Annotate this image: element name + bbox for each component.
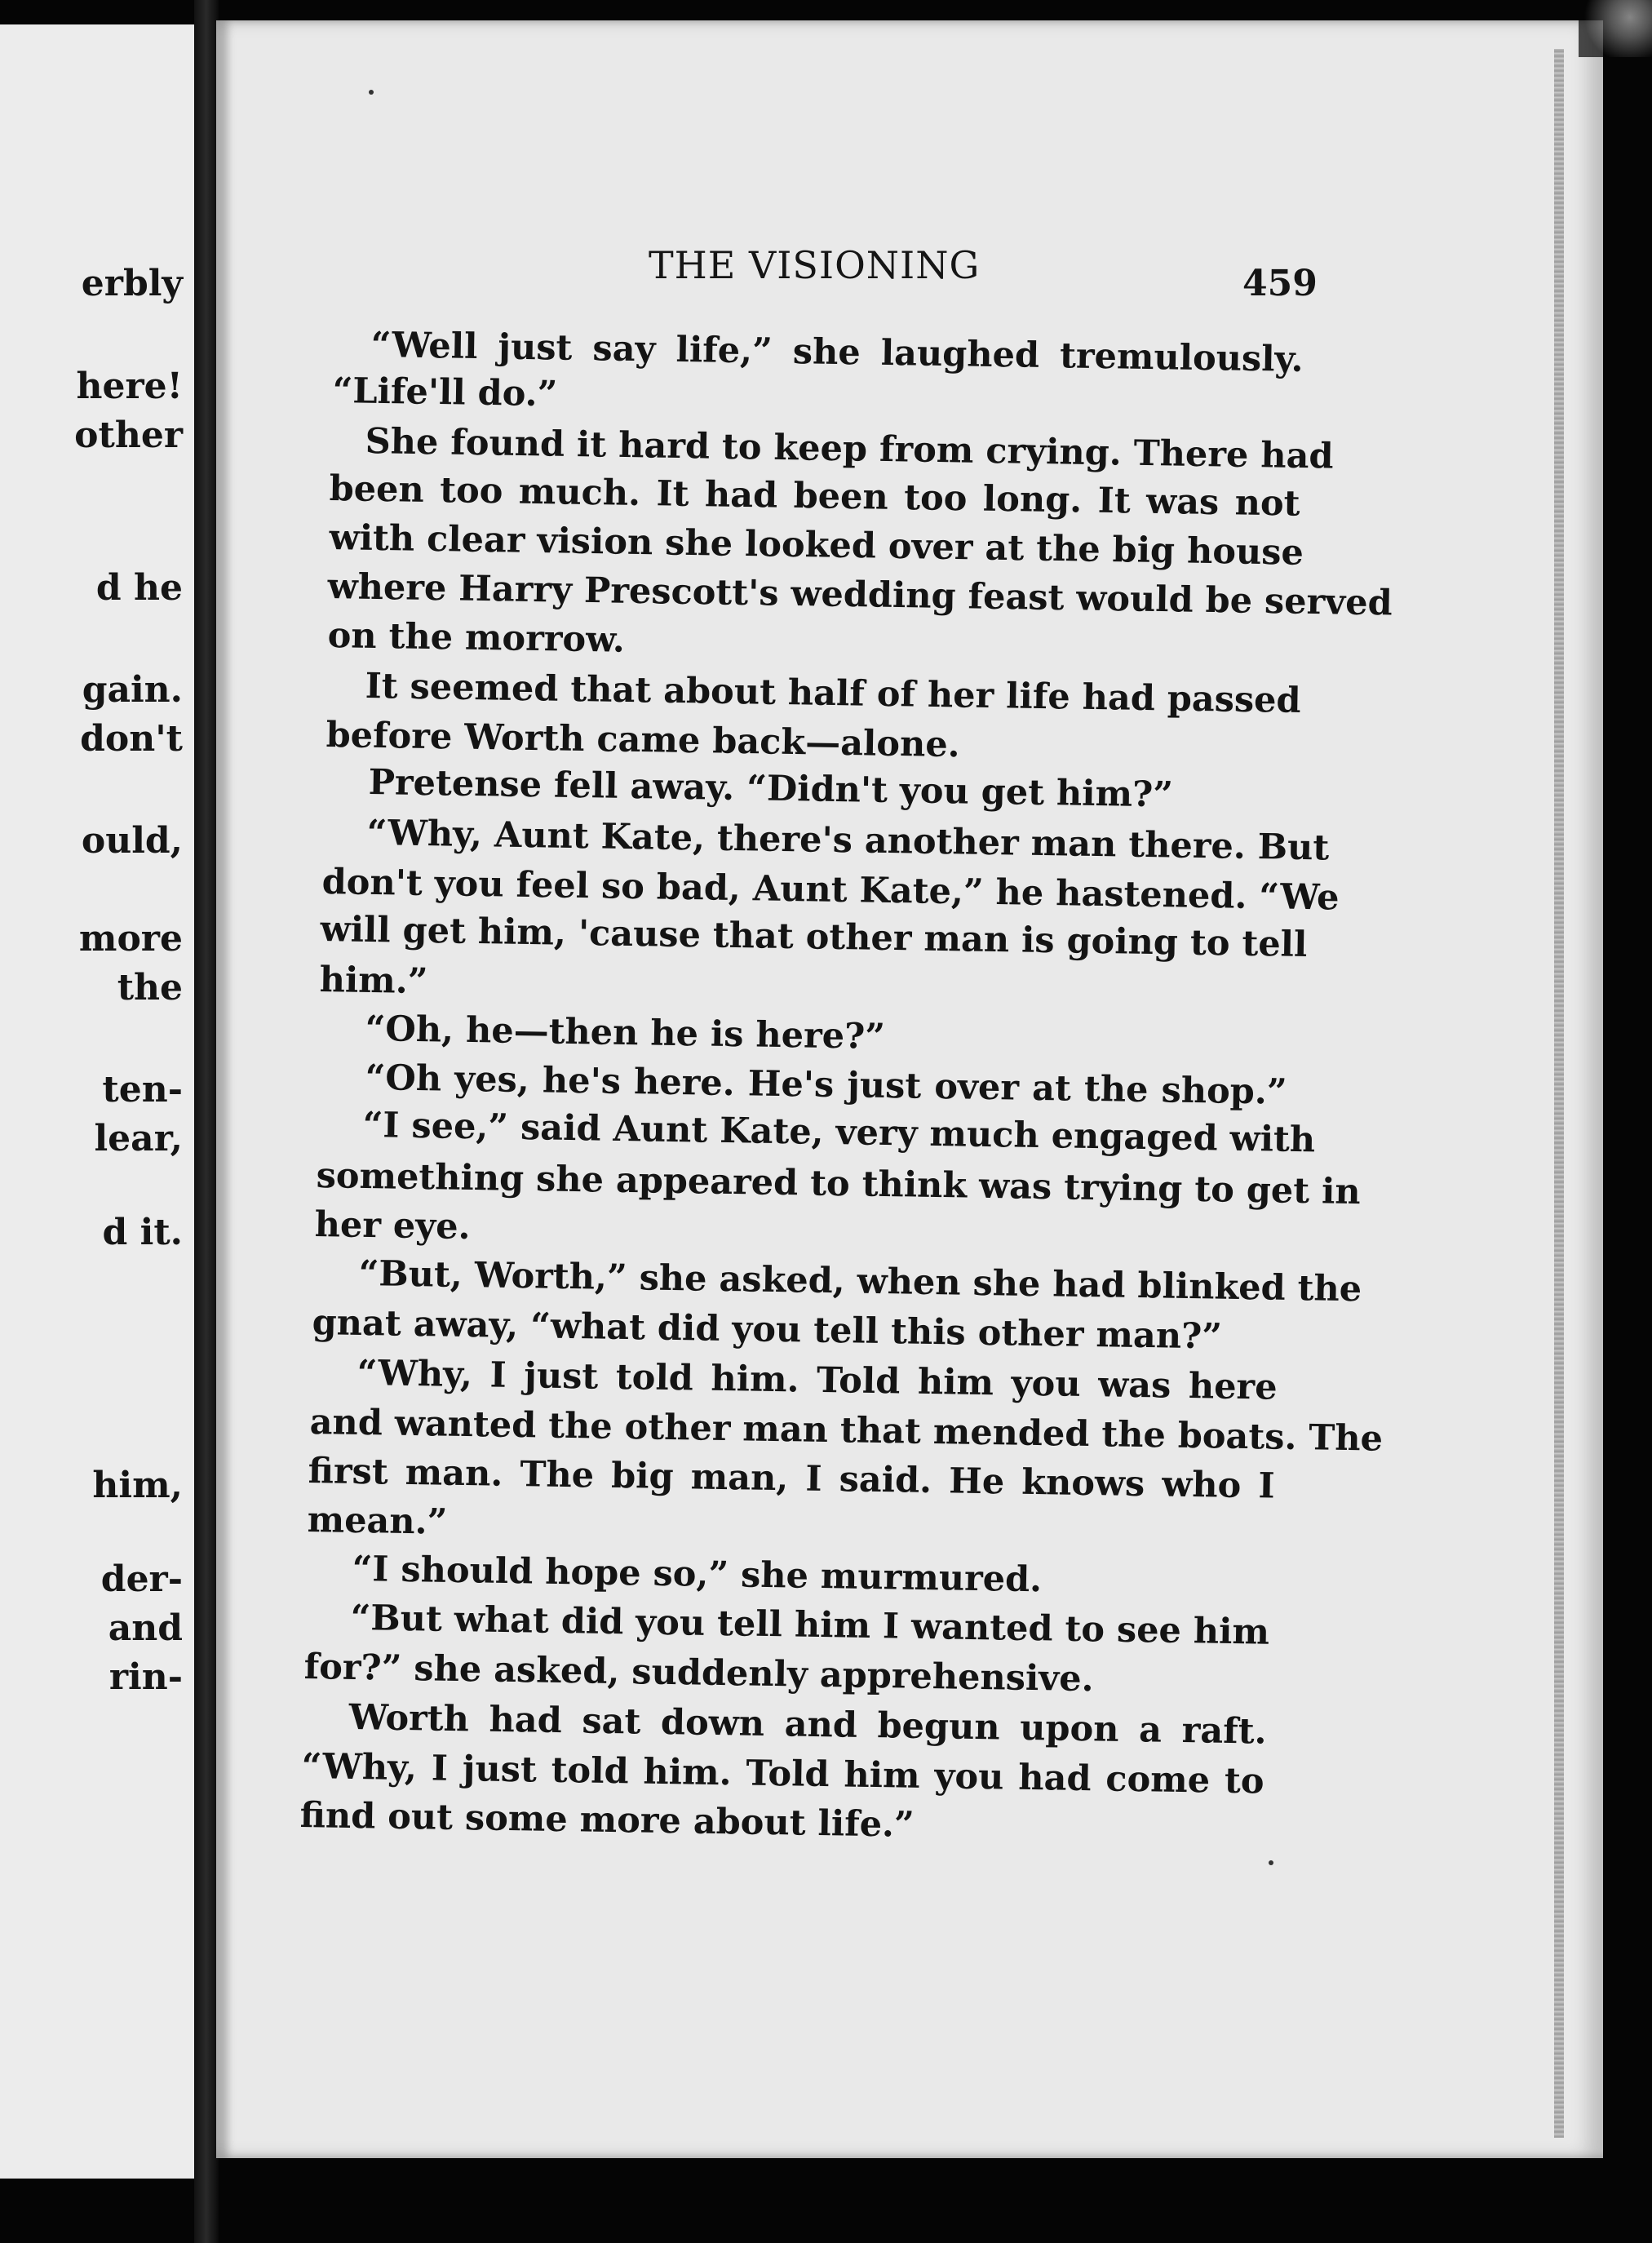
body-line: with clear vision she looked over at the big house <box>329 517 1304 574</box>
scan-corner-artifact <box>1579 0 1652 57</box>
body-line: find out some more about life.” <box>299 1795 915 1846</box>
body-line: “Oh yes, he's here. He's just over at the shop.” <box>365 1057 1287 1113</box>
body-line: “Well just say life,” she laughed tremulously. <box>370 325 1304 380</box>
left-page-line: him, <box>92 1465 183 1506</box>
body-line: mean.” <box>307 1500 448 1543</box>
body-line: and wanted the other man that mended the boats. The <box>309 1402 1384 1460</box>
left-page-line: the <box>117 967 183 1008</box>
left-page-line: ould, <box>81 820 183 862</box>
body-line: Worth had sat down and begun upon a raft. <box>348 1697 1267 1753</box>
body-line: where Harry Prescott's wedding feast would be served <box>327 566 1393 624</box>
left-page-line: der- <box>100 1558 183 1600</box>
body-line: Pretense fell away. “Didn't you get him?” <box>368 762 1174 816</box>
body-line: “Life'll do.” <box>332 370 558 415</box>
body-line: She found it hard to keep from crying. There had <box>365 421 1334 477</box>
page-number: 459 <box>1242 263 1318 304</box>
speck <box>1269 1860 1273 1865</box>
body-line: “Why, I just told him. Told him you had come to <box>301 1746 1264 1802</box>
left-page-line: here! <box>76 366 183 407</box>
left-page-line: and <box>108 1607 183 1649</box>
body-line: “But, Worth,” she asked, when she had blinked the <box>358 1253 1362 1310</box>
body-line: first man. The big man, I said. He knows who I <box>308 1451 1275 1507</box>
speck <box>369 90 374 95</box>
left-page-line: lear, <box>94 1118 183 1159</box>
body-line: “Oh, he—then he is here?” <box>365 1008 886 1058</box>
left-page-line: ten- <box>102 1069 183 1110</box>
left-page <box>0 24 194 2179</box>
body-line: gnat away, “what did you tell this other man?” <box>312 1302 1223 1358</box>
left-page-line: d it. <box>102 1212 183 1253</box>
page-edge <box>1554 49 1564 2138</box>
body-line: “Why, Aunt Kate, there's another man there. But <box>366 813 1330 869</box>
body-line: her eye. <box>314 1204 471 1248</box>
body-line: “I see,” said Aunt Kate, very much engaged with <box>362 1105 1316 1161</box>
left-page-line: d he <box>95 567 183 609</box>
left-page-line: gain. <box>82 669 183 711</box>
running-title: THE VISIONING <box>649 243 981 287</box>
body-line: something she appeared to think was trying to get in <box>316 1155 1362 1213</box>
body-line: don't you feel so bad, Aunt Kate,” he hastened. “We <box>321 862 1340 919</box>
body-line: him.” <box>319 960 428 1003</box>
left-page-line: erbly <box>81 263 183 304</box>
body-line: “Why, I just told him. Told him you was here <box>357 1353 1278 1408</box>
body-line: “I should hope so,” she murmured. <box>352 1549 1043 1601</box>
left-page-line: other <box>74 414 183 456</box>
body-line: It seemed that about half of her life had passed <box>365 666 1301 722</box>
left-page-line: rin- <box>109 1656 183 1698</box>
book-gutter <box>194 0 219 2243</box>
left-page-line: more <box>78 918 183 960</box>
left-page-line: don't <box>80 718 183 760</box>
body-line: for?” she asked, suddenly apprehensive. <box>303 1647 1094 1700</box>
body-line: “But what did you tell him I wanted to see him <box>350 1598 1270 1653</box>
body-line: before Worth came back—alone. <box>326 715 961 766</box>
body-line: been too much. It had been too long. It was not <box>329 468 1300 525</box>
body-line: will get him, 'cause that other man is going to tell <box>320 909 1308 965</box>
body-line: on the morrow. <box>327 615 626 661</box>
